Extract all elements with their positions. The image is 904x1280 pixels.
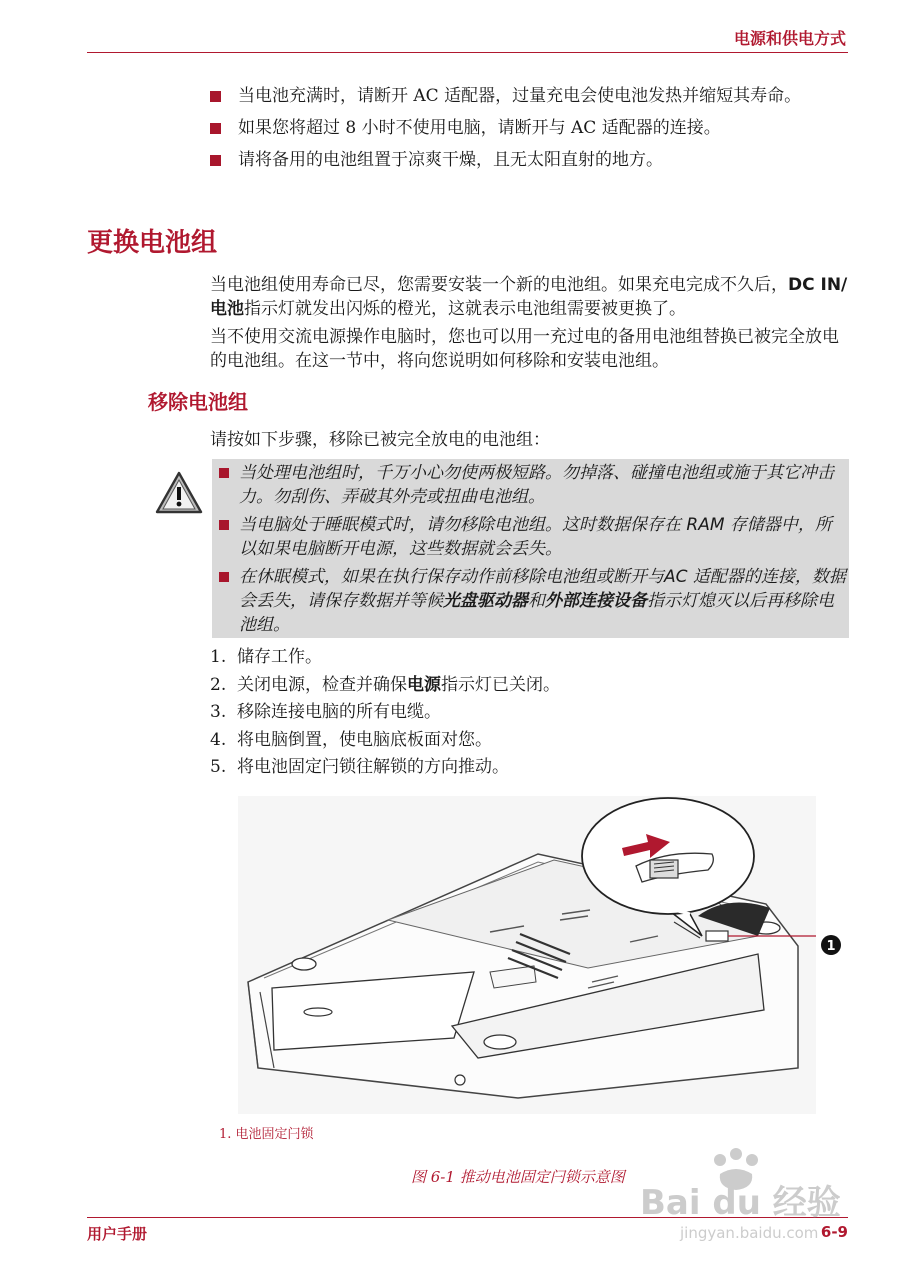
callout-number: 1 <box>826 939 836 954</box>
removal-steps <box>210 644 560 782</box>
subsection-intro: 请按如下步骤，移除已被完全放电的电池组： <box>210 430 550 450</box>
list-item <box>210 116 850 140</box>
step-text: 将电池固定闩锁往解锁的方向推动。 <box>237 757 509 777</box>
warning-item <box>219 513 847 561</box>
step-text: 储存工作。 <box>237 647 322 667</box>
warning-text: 指示灯熄灭以后再移除电池组。 <box>239 591 834 635</box>
charging-tips-list <box>210 84 850 180</box>
bullet-square-icon <box>210 155 221 166</box>
step-text: 指示灯已关闭。 <box>441 674 560 695</box>
warning-item <box>219 461 847 509</box>
step-text: 关闭电源，检查并确保 <box>237 674 407 695</box>
para-text: 当电池组使用寿命已尽，您需要安装一个新的电池组。如果充电完成不久后， <box>210 275 788 295</box>
step-item <box>210 699 560 727</box>
warning-triangle-icon <box>154 470 204 516</box>
list-item <box>210 148 850 172</box>
step-text: 将电脑倒置，使电脑底板面对您。 <box>237 729 492 750</box>
step-number: 1. <box>210 647 227 667</box>
bullet-square-icon <box>219 572 229 582</box>
bullet-square-icon <box>210 123 221 134</box>
step-number: 2. <box>210 674 227 695</box>
list-item-text: 当电池充满时，请断开 AC 适配器，过量充电会使电池发热并缩短其寿命。 <box>238 86 802 106</box>
indicator-name: 电源 <box>407 674 441 695</box>
list-item-text: 如果您将超过 8 小时不使用电脑，请断开与 AC 适配器的连接。 <box>238 118 721 138</box>
section-paragraph-1 <box>210 273 852 321</box>
step-item <box>210 754 560 782</box>
indicator-name: DC IN/ 电池 <box>210 275 848 319</box>
step-text: 移除连接电脑的所有电缆。 <box>237 702 441 722</box>
subsection-heading: 移除电池组 <box>148 390 248 414</box>
laptop-battery-latch-illustration <box>238 796 816 1114</box>
section-paragraph-2: 当不使用交流电源操作电脑时，您也可以用一充过电的备用电池组替换已被完全放电的电池组。在这一节中，将向您说明如何移除和安装电池组。 <box>210 327 839 371</box>
warning-item <box>219 565 847 637</box>
warning-text: 当处理电池组时，千万小心勿使两极短路。勿掉落、碰撞电池组或施于其它冲击力。勿刮伤、弄破其外壳或扭曲电池组。 <box>239 463 834 507</box>
step-number: 4. <box>210 729 227 750</box>
step-item <box>210 672 560 700</box>
warning-text: 当电脑处于睡眠模式时，请勿移除电池组。这时数据保存在 <box>239 515 687 535</box>
step-number: 3. <box>210 702 227 722</box>
warning-text: 适配器的连接，数据会丢失，请保存数据并等候 <box>239 567 846 611</box>
header-divider <box>87 52 848 53</box>
para-text: 指示灯就发出闪烁的橙光，这就表示电池组需要被更换了。 <box>244 299 686 319</box>
bullet-square-icon <box>219 520 229 530</box>
footer-page-number: 6-9 <box>820 1223 848 1241</box>
figure-item-label: 1. 电池固定闩锁 <box>219 1127 314 1142</box>
indicator-name: 外部连接设备 <box>545 591 647 611</box>
callout-1-marker <box>820 934 842 956</box>
bullet-square-icon <box>219 468 229 478</box>
figure-caption: 图 6-1 推动电池固定闩锁示意图 <box>411 1168 625 1186</box>
step-item <box>210 727 560 755</box>
warning-list <box>219 461 847 641</box>
list-item-text: 请将备用的电池组置于凉爽干燥，且无太阳直射的地方。 <box>238 150 663 170</box>
section-header-title: 电源和供电方式 <box>733 29 846 48</box>
warning-text: AC <box>664 567 688 587</box>
warning-text: 存储器中，所以如果电脑断开电源，这些数据就会丢失。 <box>239 515 832 559</box>
section-heading: 更换电池组 <box>87 228 218 258</box>
step-item <box>210 644 560 672</box>
warning-text: 和 <box>528 591 545 611</box>
watermark-text: Bai du 经验 <box>640 1183 841 1223</box>
warning-text: 在休眠模式，如果在执行保存动作前移除电池组或断开与 <box>239 567 664 587</box>
list-item <box>210 84 850 108</box>
baidu-jingyan-watermark <box>636 1146 856 1244</box>
warning-text: RAM <box>686 515 725 535</box>
footer-manual-title: 用户手册 <box>87 1225 148 1243</box>
indicator-name: 光盘驱动器 <box>443 591 528 611</box>
bullet-square-icon <box>210 91 221 102</box>
watermark-url: jingyan.baidu.com <box>680 1224 819 1242</box>
step-number: 5. <box>210 757 227 777</box>
